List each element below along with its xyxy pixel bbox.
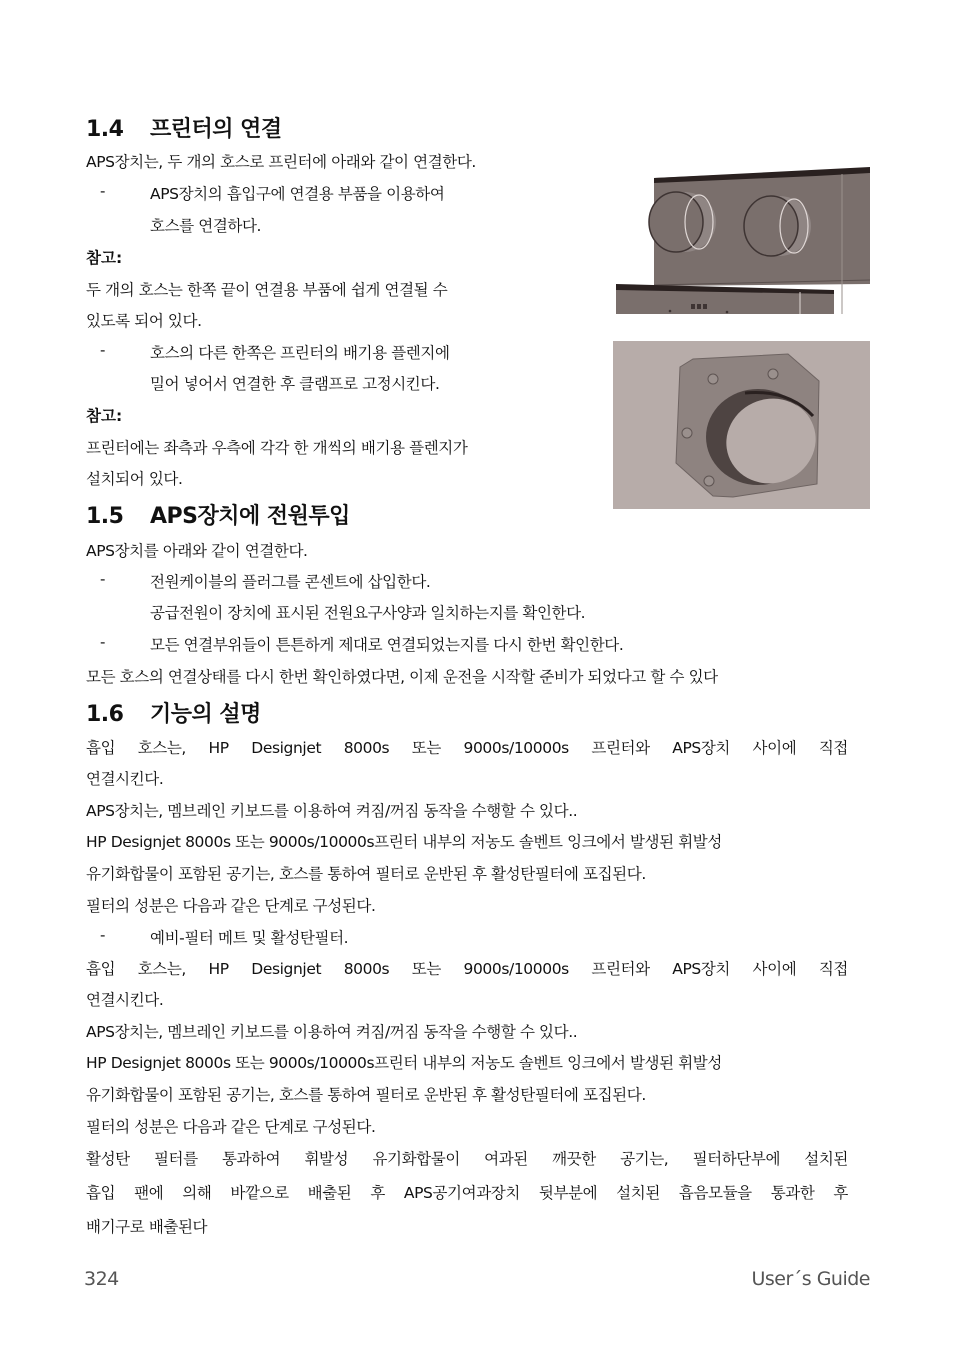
section-number: 1.5 bbox=[86, 504, 124, 529]
aps-unit-intake-ports-figure bbox=[616, 164, 870, 314]
paragraph: 활성탄 필터를 통과하여 휘발성 유기화합물이 여과된 깨끗한 공기는, 필터하단부에 설치된 bbox=[86, 1150, 848, 1168]
paragraph: 연결시킨다. bbox=[86, 770, 164, 788]
note-text: 설치되어 있다. bbox=[86, 470, 183, 488]
paragraph: 유기화합물이 포함된 공기는, 호스를 통하여 필터로 운반된 후 활성탄필터에 포집된다. bbox=[86, 865, 646, 883]
page-number: 324 bbox=[84, 1268, 119, 1290]
bullet-text: 공급전원이 장치에 표시된 전원요구사양과 일치하는지를 확인한다. bbox=[150, 604, 586, 622]
bullet-text: 전원케이블의 플러그를 콘센트에 삽입한다. bbox=[150, 573, 431, 591]
bullet-dash: - bbox=[100, 182, 106, 200]
note-text: 두 개의 호스는 한쪽 끝이 연결용 부품에 쉽게 연결될 수 bbox=[86, 281, 448, 299]
section-heading-1-4 bbox=[86, 112, 282, 143]
paragraph: 흡입 호스는, HP Designjet 8000s 또는 9000s/10000s 프린터와 APS장치 사이에 직접 bbox=[86, 960, 848, 978]
paragraph: APS장치는, 멤브레인 키보드를 이용하여 켜짐/꺼짐 동작을 수행할 수 있다.. bbox=[86, 802, 578, 820]
exhaust-flange-figure bbox=[613, 341, 870, 509]
paragraph: 유기화합물이 포함된 공기는, 호스를 통하여 필터로 운반된 후 활성탄필터에 포집된다. bbox=[86, 1086, 646, 1104]
bullet-dash: - bbox=[100, 633, 106, 651]
bullet-text: 예비-필터 메트 및 활성탄필터. bbox=[150, 929, 349, 947]
paragraph: 흡입 팬에 의해 바깥으로 배출된 후 APS공기여과장치 뒷부분에 설치된 흡음모듈을 통과한 후 bbox=[86, 1184, 848, 1202]
flange-illustration-icon bbox=[613, 341, 870, 509]
bullet-dash: - bbox=[100, 341, 106, 359]
section-number: 1.6 bbox=[86, 702, 124, 727]
bullet-text: 호스를 연결하다. bbox=[150, 217, 262, 235]
paragraph: HP Designjet 8000s 또는 9000s/10000s프린터 내부의 저농도 솔벤트 잉크에서 발생된 휘발성 bbox=[86, 1054, 722, 1072]
note-text: 있도록 되어 있다. bbox=[86, 312, 202, 330]
section-title: APS장치에 전원투입 bbox=[150, 504, 350, 529]
paragraph: 필터의 성분은 다음과 같은 단계로 구성된다. bbox=[86, 1118, 376, 1136]
bullet-text: 모든 연결부위들이 튼튼하게 제대로 연결되었는지를 다시 한번 확인한다. bbox=[150, 636, 624, 654]
bullet-dash: - bbox=[100, 926, 106, 944]
aps-unit-illustration-icon bbox=[616, 164, 870, 314]
paragraph: 모든 호스의 연결상태를 다시 한번 확인하였다면, 이제 운전을 시작할 준비가 되었다고 할 수 있다 bbox=[86, 668, 718, 686]
paragraph: APS장치를 아래와 같이 연결한다. bbox=[86, 542, 308, 560]
paragraph: APS장치는, 두 개의 호스로 프린터에 아래와 같이 연결한다. bbox=[86, 153, 476, 171]
paragraph: 배기구로 배출된다 bbox=[86, 1218, 208, 1236]
section-title: 기능의 설명 bbox=[150, 702, 261, 727]
section-number: 1.4 bbox=[86, 117, 124, 142]
paragraph: APS장치는, 멤브레인 키보드를 이용하여 켜짐/꺼짐 동작을 수행할 수 있다.. bbox=[86, 1023, 578, 1041]
section-title: 프린터의 연결 bbox=[150, 117, 282, 142]
bullet-dash: - bbox=[100, 570, 106, 588]
paragraph: 필터의 성분은 다음과 같은 단계로 구성된다. bbox=[86, 897, 376, 915]
note-label: 참고: bbox=[86, 407, 123, 425]
section-heading-1-6 bbox=[86, 697, 261, 728]
section-heading-1-5 bbox=[86, 499, 350, 530]
paragraph: 연결시킨다. bbox=[86, 991, 164, 1009]
note-text: 프린터에는 좌측과 우측에 각각 한 개씩의 배기용 플렌지가 bbox=[86, 439, 468, 457]
bullet-text: 밀어 넣어서 연결한 후 클램프로 고정시킨다. bbox=[150, 375, 440, 393]
paragraph: HP Designjet 8000s 또는 9000s/10000s프린터 내부의 저농도 솔벤트 잉크에서 발생된 휘발성 bbox=[86, 833, 722, 851]
bullet-text: APS장치의 흡입구에 연결용 부품을 이용하여 bbox=[150, 185, 445, 203]
bullet-text: 호스의 다른 한쪽은 프린터의 배기용 플렌지에 bbox=[150, 344, 450, 362]
note-label: 참고: bbox=[86, 249, 123, 267]
guide-title: User´s Guide bbox=[751, 1268, 870, 1290]
paragraph: 흡입 호스는, HP Designjet 8000s 또는 9000s/10000s 프린터와 APS장치 사이에 직접 bbox=[86, 739, 848, 757]
